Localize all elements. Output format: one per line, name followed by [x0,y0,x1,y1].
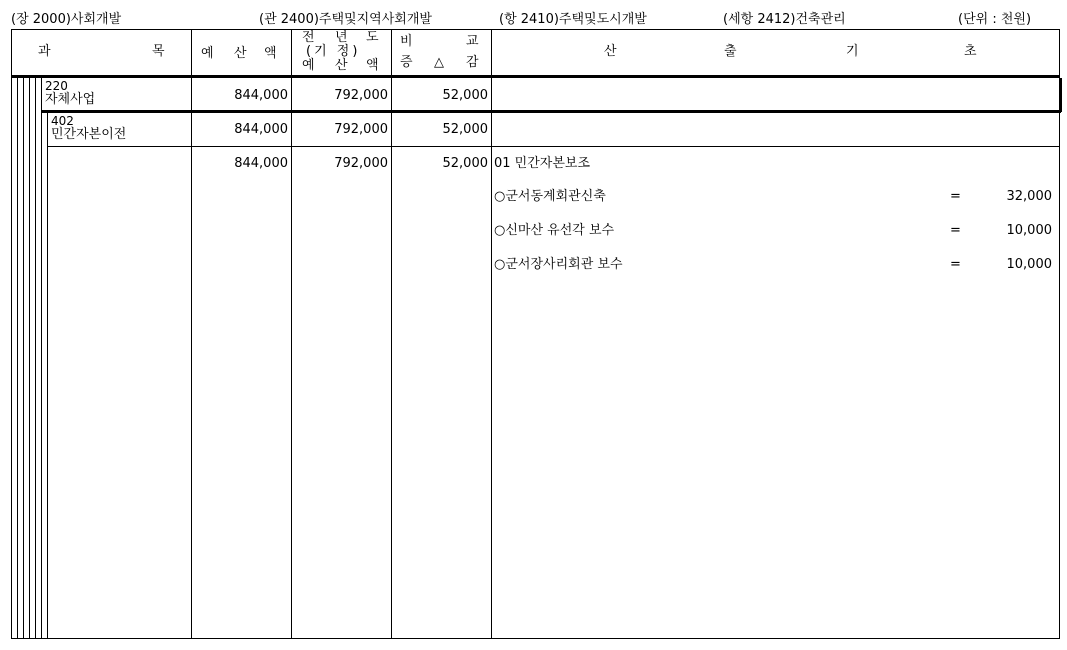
basis-item-eq: = [950,189,961,204]
col-basis-char: 출 [724,44,737,59]
indent-line [35,78,36,639]
basis-item-eq: = [950,223,961,238]
indent-line [23,78,24,639]
basis-item-label: ○군서장사리회관 보수 [494,257,623,272]
col-compare-char: 증 [400,55,413,70]
basis-item-eq: = [950,257,961,272]
col-budget-char: 예 [201,46,214,61]
row-name: 민간자본이전 [51,127,127,142]
col-compare-char: △ [434,55,444,70]
basis-item-label: ○신마산 유선각 보수 [494,223,615,238]
col-basis-char: 산 [604,44,617,59]
row-name: 자체사업 [45,92,96,107]
indent-line [29,78,30,639]
col-basis-char: 초 [964,44,977,59]
row-budget: 844,000 [234,156,288,171]
header-sehang: (세항 2412)건축관리 [723,12,846,27]
col-budget-char: 액 [264,46,277,61]
row-highlight-edge [1059,78,1062,112]
col-prev-char: 예 [302,58,315,73]
row-diff: 52,000 [442,88,488,103]
col-prev-char: 년 [335,30,348,45]
row-diff: 52,000 [442,122,488,137]
row-budget: 844,000 [234,88,288,103]
col-divider-compare [391,29,392,639]
header-hang: (항 2410)주택및도시개발 [499,12,647,27]
basis-item-label: ○군서동계회관신축 [494,189,606,204]
basis-item-amount: 10,000 [1006,257,1052,272]
row-code: 220 [45,79,68,93]
header-separator [11,75,1060,78]
row-prev-budget: 792,000 [334,122,388,137]
row-diff: 52,000 [442,156,488,171]
indent-line [47,112,48,639]
col-prev-char: 전 [302,30,315,45]
col-compare-char: 감 [466,55,479,70]
col-account-char: 과 [38,44,51,59]
col-divider-prev [291,29,292,639]
col-budget-char: 산 [234,46,247,61]
header-jang: (장 2000)사회개발 [11,12,122,27]
basis-title: 01 민간자본보조 [494,156,591,171]
row-separator [41,110,1061,113]
col-compare-char: 비 [400,34,413,49]
col-divider-basis [491,29,492,639]
header-unit: (단위 : 천원) [958,12,1032,27]
col-account-char: 목 [152,44,165,59]
header-gwan: (관 2400)주택및지역사회개발 [259,12,432,27]
col-compare-char: 교 [466,34,479,49]
indent-line [41,78,42,639]
row-budget: 844,000 [234,122,288,137]
row-prev-budget: 792,000 [334,88,388,103]
row-separator [47,146,1060,147]
col-prev-char: 산 [335,58,348,73]
col-basis-char: 기 [846,44,859,59]
indent-line [17,78,18,639]
col-prev-char: 액 [366,58,379,73]
budget-table [11,29,1060,639]
col-prev-sub: (기 정) [306,44,361,59]
col-prev-char: 도 [366,30,379,45]
row-prev-budget: 792,000 [334,156,388,171]
basis-item-amount: 10,000 [1006,223,1052,238]
row-code: 402 [51,114,74,128]
col-divider-budget [191,29,192,639]
basis-item-amount: 32,000 [1006,189,1052,204]
